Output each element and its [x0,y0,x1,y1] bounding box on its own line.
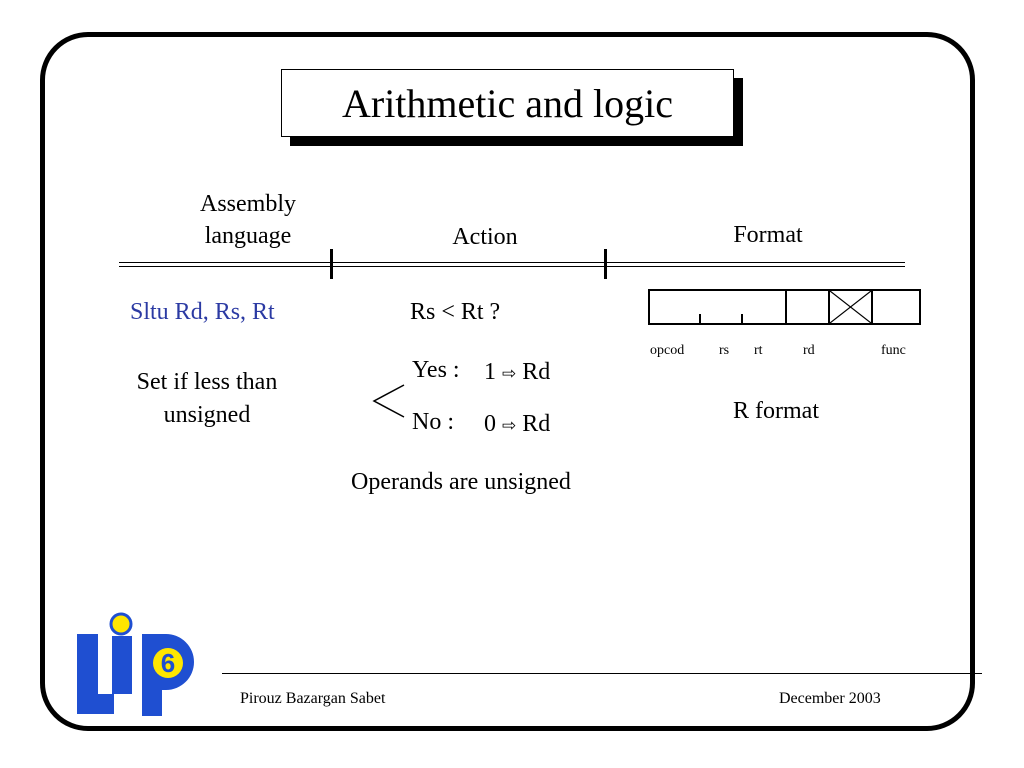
field-label-rs: rs [719,343,730,358]
yes-destination: Rd [522,359,551,385]
field-separator-rt [741,314,743,323]
field-label-rt: rt [754,343,763,358]
yes-value: 1 [484,359,496,385]
header-assembly-line2: language [204,223,292,249]
lip6-logo-icon [74,612,200,720]
unused-field-cross-icon [830,291,871,323]
header-rule-bottom [119,266,905,267]
branch-bracket-icon [372,384,406,418]
no-branch [484,411,550,438]
yes-arrow-icon: ⇨ [502,364,517,384]
instruction-description-line1: Set if less than [136,369,278,395]
no-arrow-icon: ⇨ [502,416,517,436]
r-format-diagram [648,289,921,325]
column-divider-1 [330,249,333,279]
field-label-func: func [881,343,906,358]
field-divider-rd [785,291,787,323]
no-label: No : [412,409,454,435]
header-rule-top [119,262,905,263]
field-label-rd: rd [803,343,815,358]
slide-title-text: Arithmetic and logic [341,80,673,126]
no-value: 0 [484,411,496,437]
slide-title [281,69,734,137]
header-assembly-line1: Assembly [200,191,296,217]
header-assembly-language [186,188,310,252]
instruction-description [110,366,304,432]
footer-author: Pirouz Bazargan Sabet [240,690,386,707]
field-divider-func [871,291,873,323]
instruction-description-line2: unsigned [163,402,251,428]
format-name: R format [733,398,819,424]
yes-label: Yes : [412,357,460,383]
field-label-opcod: opcod [650,343,685,358]
action-condition: Rs < Rt ? [410,299,501,325]
column-divider-2 [604,249,607,279]
logo-number: 6 [160,648,176,678]
no-destination: Rd [522,411,551,437]
field-separator-rs [699,314,701,323]
footer-rule [222,673,982,674]
header-format: Format [733,222,803,248]
operands-note: Operands are unsigned [351,469,571,495]
header-action: Action [452,224,518,250]
instruction-syntax: Sltu Rd, Rs, Rt [130,299,275,325]
yes-branch [484,359,550,386]
footer-date: December 2003 [779,690,881,707]
